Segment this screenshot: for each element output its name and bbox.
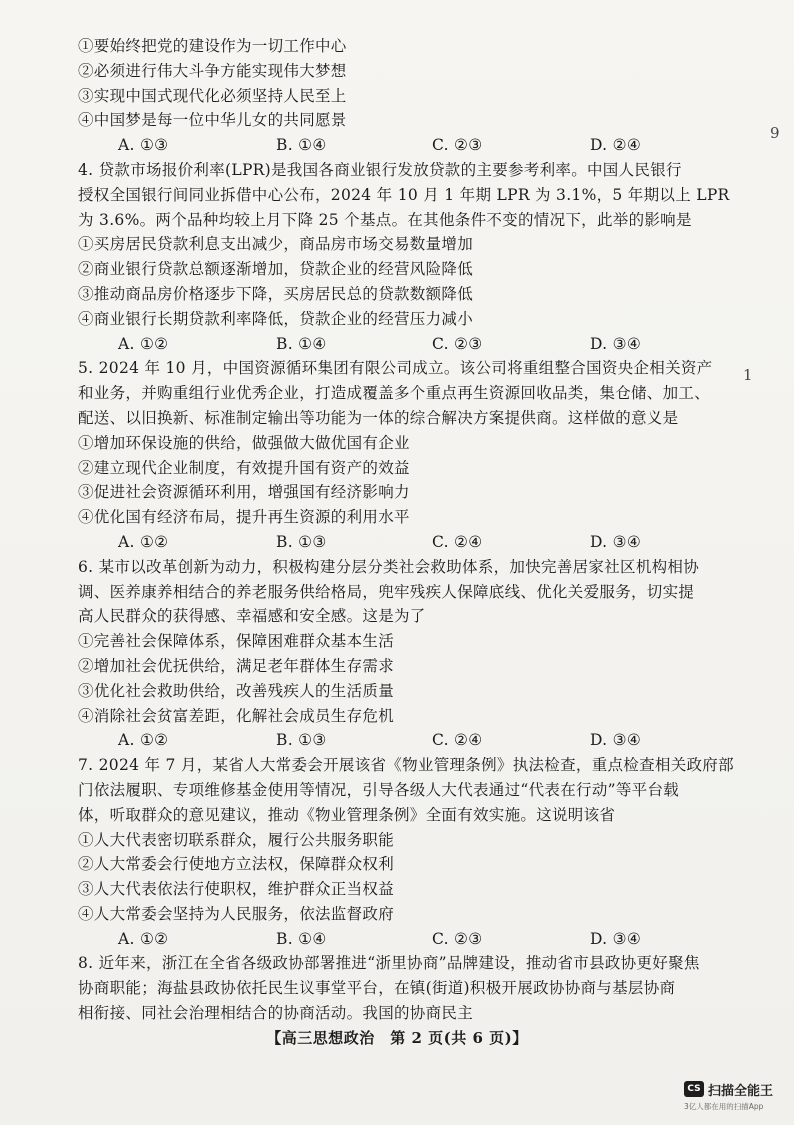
option-a: A. ①②: [118, 532, 169, 551]
choice-item: ③实现中国式现代化必须坚持人民至上: [78, 86, 347, 105]
option-b: B. ①④: [276, 929, 327, 948]
question-stem-line: 4. 贷款市场报价利率(LPR)是我国各商业银行发放贷款的主要参考利率。中国人民银行: [78, 160, 682, 179]
option-c: C. ②④: [432, 731, 483, 750]
choice-item: ②商业银行贷款总额逐渐增加，贷款企业的经营风险降低: [78, 260, 474, 279]
question-stem-line: 配送、以旧换新、标准制定输出等功能为一体的综合解决方案提供商。这样做的意义是: [78, 408, 679, 427]
choice-item: ②增加社会优抚供给，满足老年群体生存需求: [78, 656, 395, 675]
answer-options: [78, 927, 728, 952]
answer-options: [78, 728, 728, 753]
question-stem-line: 门依法履职、专项维修基金使用等情况，引导各级人大代表通过“代表在行动”等平台载: [78, 780, 680, 799]
choice-item: ④消除社会贫富差距，化解社会成员生存危机: [78, 706, 395, 725]
choice-item: ①买房居民贷款利息支出减少，商品房市场交易数量增加: [78, 235, 474, 254]
choice-item: ②人大常委会行使地方立法权，保障群众权利: [78, 855, 395, 874]
question-stem-line: 7. 2024 年 7 月，某省人大常委会开展该省《物业管理条例》执法检查，重点检查相关政府部: [78, 756, 734, 775]
option-d: D. ③④: [590, 731, 642, 750]
answer-options: [78, 530, 728, 555]
page-footer: 【高三思想政治 第 2 页(共 6 页)】: [266, 1029, 528, 1047]
scanner-tagline: 3亿人都在用的扫描App: [684, 1102, 764, 1111]
question-stem-line: 高人民群众的获得感、幸福感和安全感。这是为了: [78, 607, 426, 626]
camscanner-logo-icon: CS: [684, 1081, 704, 1097]
margin-mark: 1: [743, 366, 753, 384]
option-d: D. ③④: [590, 334, 642, 353]
question-5: [78, 356, 728, 554]
question-stem-line: 授权全国银行间同业拆借中心公布，2024 年 10 月 1 年期 LPR 为 3.1%，5 年期以上 LPR: [78, 185, 730, 204]
option-c: C. ②③: [432, 136, 483, 155]
choice-item: ④商业银行长期贷款利率降低，贷款企业的经营压力减小: [78, 309, 474, 328]
question-stem-line: 调、医养康养相结合的养老服务供给格局，兜牢残疾人保障底线、优化关爱服务，切实提: [78, 582, 695, 601]
question-stem-line: 6. 某市以改革创新为动力，积极构建分层分类社会救助体系，加快完善居家社区机构相协: [78, 557, 700, 576]
choice-item: ③人大代表依法行使职权，维护群众正当权益: [78, 880, 395, 899]
choice-item: ③促进社会资源循环利用，增强国有经济影响力: [78, 483, 410, 502]
scanner-app-name: 扫描全能王: [708, 1084, 774, 1099]
option-b: B. ①③: [276, 731, 327, 750]
question-8: [78, 951, 728, 1025]
option-a: A. ①②: [118, 731, 169, 750]
option-a: A. ①②: [118, 929, 169, 948]
option-b: B. ①④: [276, 136, 327, 155]
option-d: D. ③④: [590, 929, 642, 948]
option-b: B. ①③: [276, 532, 327, 551]
choice-item: ④中国梦是每一位中华儿女的共同愿景: [78, 111, 347, 130]
answer-options: [78, 332, 728, 357]
choice-item: ④优化国有经济布局，提升再生资源的利用水平: [78, 508, 410, 527]
choice-item: ②必须进行伟大斗争方能实现伟大梦想: [78, 61, 347, 80]
choice-item: ④人大常委会坚持为人民服务，依法监督政府: [78, 904, 395, 923]
option-b: B. ①④: [276, 334, 327, 353]
question-stem-line: 8. 近年来，浙江在全省各级政协部署推进“浙里协商”品牌建设，推动省市县政协更好聚焦: [78, 954, 700, 973]
option-a: A. ①③: [118, 136, 169, 155]
option-c: C. ②③: [432, 334, 483, 353]
question-stem-line: 相衔接、同社会治理相结合的协商活动。我国的协商民主: [78, 1004, 474, 1023]
question-stem-line: 为 3.6%。两个品种均较上月下降 25 个基点。在其他条件不变的情况下，此举的影响是: [78, 210, 692, 229]
choice-item: ①增加环保设施的供给，做强做大做优国有企业: [78, 433, 410, 452]
choice-item: ③优化社会救助供给，改善残疾人的生活质量: [78, 681, 395, 700]
choice-item: ①要始终把党的建设作为一切工作中心: [78, 37, 347, 55]
option-c: C. ②③: [432, 929, 483, 948]
choice-item: ②建立现代企业制度，有效提升国有资产的效益: [78, 458, 410, 477]
choice-item: ③推动商品房价格逐步下降，买房居民总的贷款数额降低: [78, 284, 474, 303]
page-content: [78, 34, 734, 1026]
question-7: [78, 753, 734, 951]
question-4: [78, 158, 728, 356]
answer-options: [78, 133, 728, 158]
margin-mark: 9: [770, 124, 780, 142]
choice-item: ①完善社会保障体系，保障困难群众基本生活: [78, 632, 395, 651]
question-stem-line: 体，听取群众的意见建议，推动《物业管理条例》全面有效实施。这说明该省: [78, 805, 616, 824]
question-3-continued: [78, 34, 728, 158]
option-d: D. ③④: [590, 532, 642, 551]
question-6: [78, 555, 728, 753]
option-d: D. ②④: [590, 136, 642, 155]
choice-item: ①人大代表密切联系群众，履行公共服务职能: [78, 830, 395, 849]
question-stem-line: 协商职能；海盐县政协依托民生议事堂平台，在镇(街道)积极开展政协协商与基层协商: [78, 979, 676, 998]
option-c: C. ②④: [432, 532, 483, 551]
question-stem-line: 5. 2024 年 10 月，中国资源循环集团有限公司成立。该公司将重组整合国资央企相关资产: [78, 359, 713, 378]
option-a: A. ①②: [118, 334, 169, 353]
question-stem-line: 和业务，并购重组行业优秀企业，打造成覆盖多个重点再生资源回收品类，集仓储、加工、: [78, 384, 711, 403]
